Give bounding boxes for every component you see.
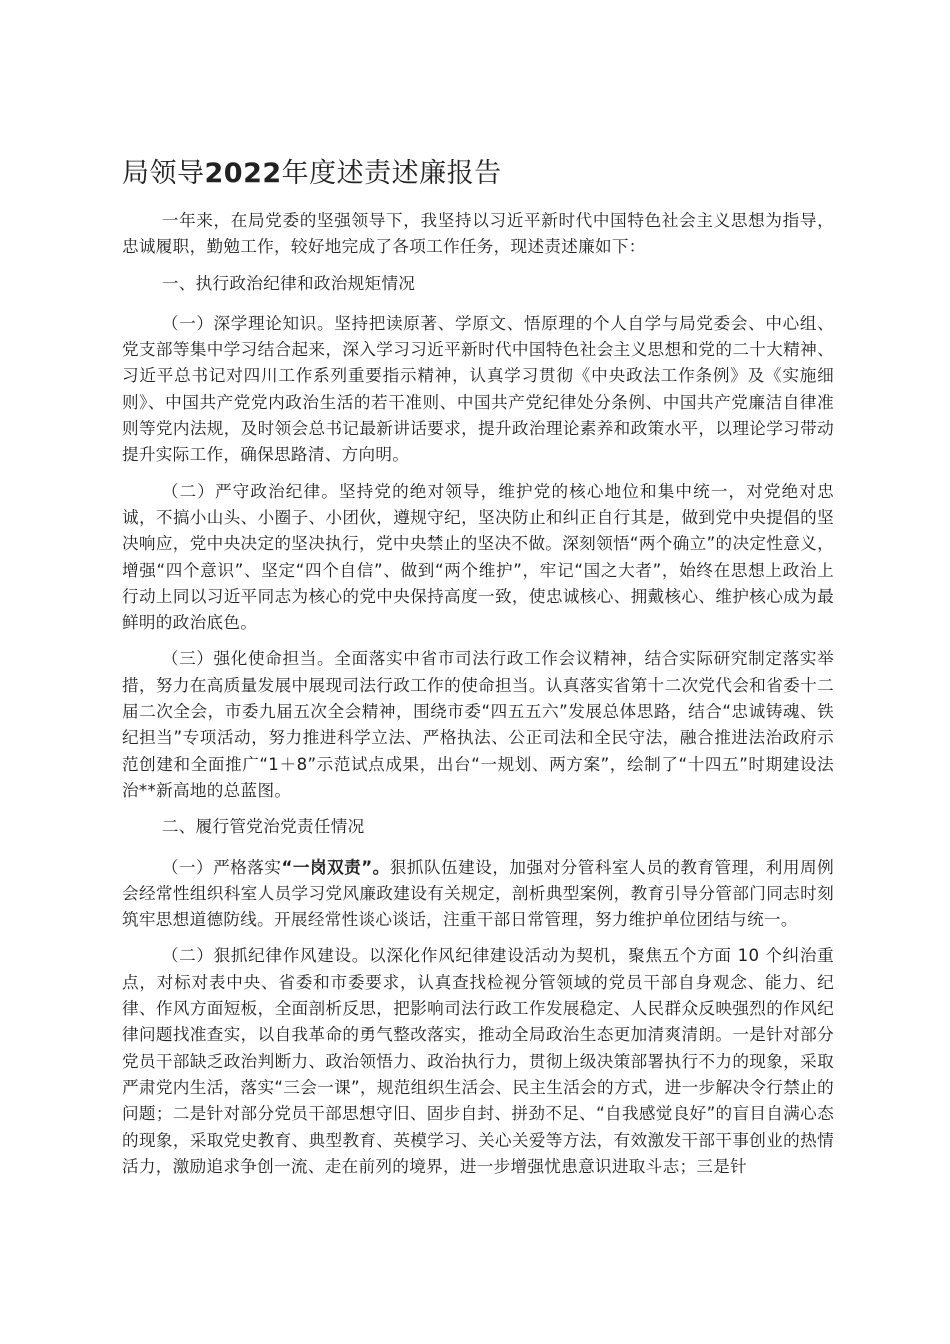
paragraph-lead: （二）严守政治纪律。 bbox=[161, 481, 339, 501]
intro-paragraph: 一年来，在局党委的坚强领导下，我坚持以习近平新时代中国特色社会主义思想为指导，忠诚履职，勤勉工作，较好地完成了各项工作任务，现述责述廉如下： bbox=[122, 211, 834, 257]
paragraph-lead: （二）狠抓纪律作风建设。 bbox=[161, 946, 370, 966]
title-suffix: 年度述责述廉报告 bbox=[281, 158, 502, 189]
paragraph-body: 坚持把读原著、学原文、悟原理的个人自学与局党委会、中心组、党支部等集中学习结合起来，深入学习习近平新时代中国特色社会主义思想和党的二十大精神、习近平总书记对四川工作系列重要指示精神，认真学习贯彻《中央政法工作条例》及《实施细则》、中国共产党党内政治生活的若干准则、中国共产党纪律处分条例、中国共产党廉洁自律准则等党内法规，及时领会总书记最新讲话要求，提升政治理论素养和政策水平，以理论学习带动提升实际工作，确保思路清、方向明。 bbox=[122, 313, 835, 465]
section-2-paragraph-1 bbox=[122, 855, 834, 934]
paragraph-lead-bold: “一岗双责” bbox=[281, 857, 373, 877]
section-1-paragraph-1 bbox=[122, 311, 834, 469]
title-year: 2022 bbox=[204, 158, 282, 189]
section-1-paragraph-3 bbox=[122, 646, 834, 804]
section-2-paragraph-2 bbox=[122, 943, 834, 1180]
paragraph-body: 狠抓队伍建设，加强对分管科室人员的教育管理，利用周例会经常性组织科室人员学习党风廉政建设有关规定，剖析典型案例，教育引导分管部门同志时刻筑牢思想道德防线。开展经常性谈心谈话，注重干部日常管理，努力维护单位团结与统一。 bbox=[122, 857, 834, 930]
paragraph-lead: （三）强化使命担当。 bbox=[161, 649, 335, 669]
paragraph-lead: （一）严格落实 bbox=[161, 857, 282, 877]
document-body bbox=[122, 146, 834, 1190]
section-1-paragraph-2 bbox=[122, 479, 834, 637]
section-2-heading: 二、履行管党治党责任情况 bbox=[161, 817, 365, 837]
paragraph-lead-end: 。 bbox=[372, 857, 390, 877]
title-prefix: 局领导 bbox=[122, 158, 205, 189]
section-1-heading: 一、执行政治纪律和政治规矩情况 bbox=[161, 273, 416, 293]
paragraph-body: 坚持党的绝对领导，维护党的核心地位和集中统一，对党绝对忠诚，不搞小山头、小圈子、小团伙，遵规守纪，坚决防止和纠正自行其是，做到党中央提倡的坚决响应，党中央决定的坚决执行，党中央禁止的坚决不做。深刻领悟“两个确立”的决定性意义，增强“四个意识”、坚定“四个自信”、做到“两个维护”，牢记“国之大者”，始终在思想上政治上行动上同以习近平同志为核心的党中央保持高度一致，使忠诚核心、拥戴核心、维护核心成为最鲜明的政治底色。 bbox=[122, 481, 835, 633]
paragraph-body: 全面落实中省市司法行政工作会议精神，结合实际研究制定落实举措，努力在高质量发展中展现司法行政工作的使命担当。认真落实省第十二次党代会和省委十二届二次全会，市委九届五次全会精神，围绕市委“四五五六”发展总体思路，结合“忠诚铸魂、铁纪担当”专项活动，努力推进科学立法、严格执法、公正司法和全民守法，融合推进法治政府示范创建和全面推广“1＋8”示范试点成果，出台“一规划、两方案”，绘制了“十四五”时期建设法治**新高地的总蓝图。 bbox=[122, 649, 835, 800]
document-title bbox=[122, 146, 834, 202]
paragraph-lead: （一）深学理论知识。 bbox=[161, 313, 335, 333]
paragraph-body: 以深化作风纪律建设活动为契机，聚焦五个方面 10 个纠治重点，对标对表中央、省委和市委要求，认真查找检视分管领域的党员干部自身观念、能力、纪律、作风方面短板，全面剖析反思，把影响司法行政工作发展稳定、人民群众反映强烈的作风纪律问题找准查实，以自我革命的勇气整改落实，推动全局政治生态更加清爽清朗。一是针对部分党员干部缺乏政治判断力、政治领悟力、政治执行力，贯彻上级决策部署执行不力的现象，采取严肃党内生活，落实“三会一课”，规范组织生活会、民主生活会的方式，进一步解决令行禁止的问题；二是针对部分党员干部思想守旧、固步自封、拼劲不足、“自我感觉良好”的盲目自满心态的现象，采取党史教育、典型教育、英模学习、关心关爱等方法，有效激发干部干事创业的热情活力，激励追求争创一流、走在前列的境界，进一步增强忧患意识进取斗志；三是针 bbox=[122, 946, 834, 1176]
